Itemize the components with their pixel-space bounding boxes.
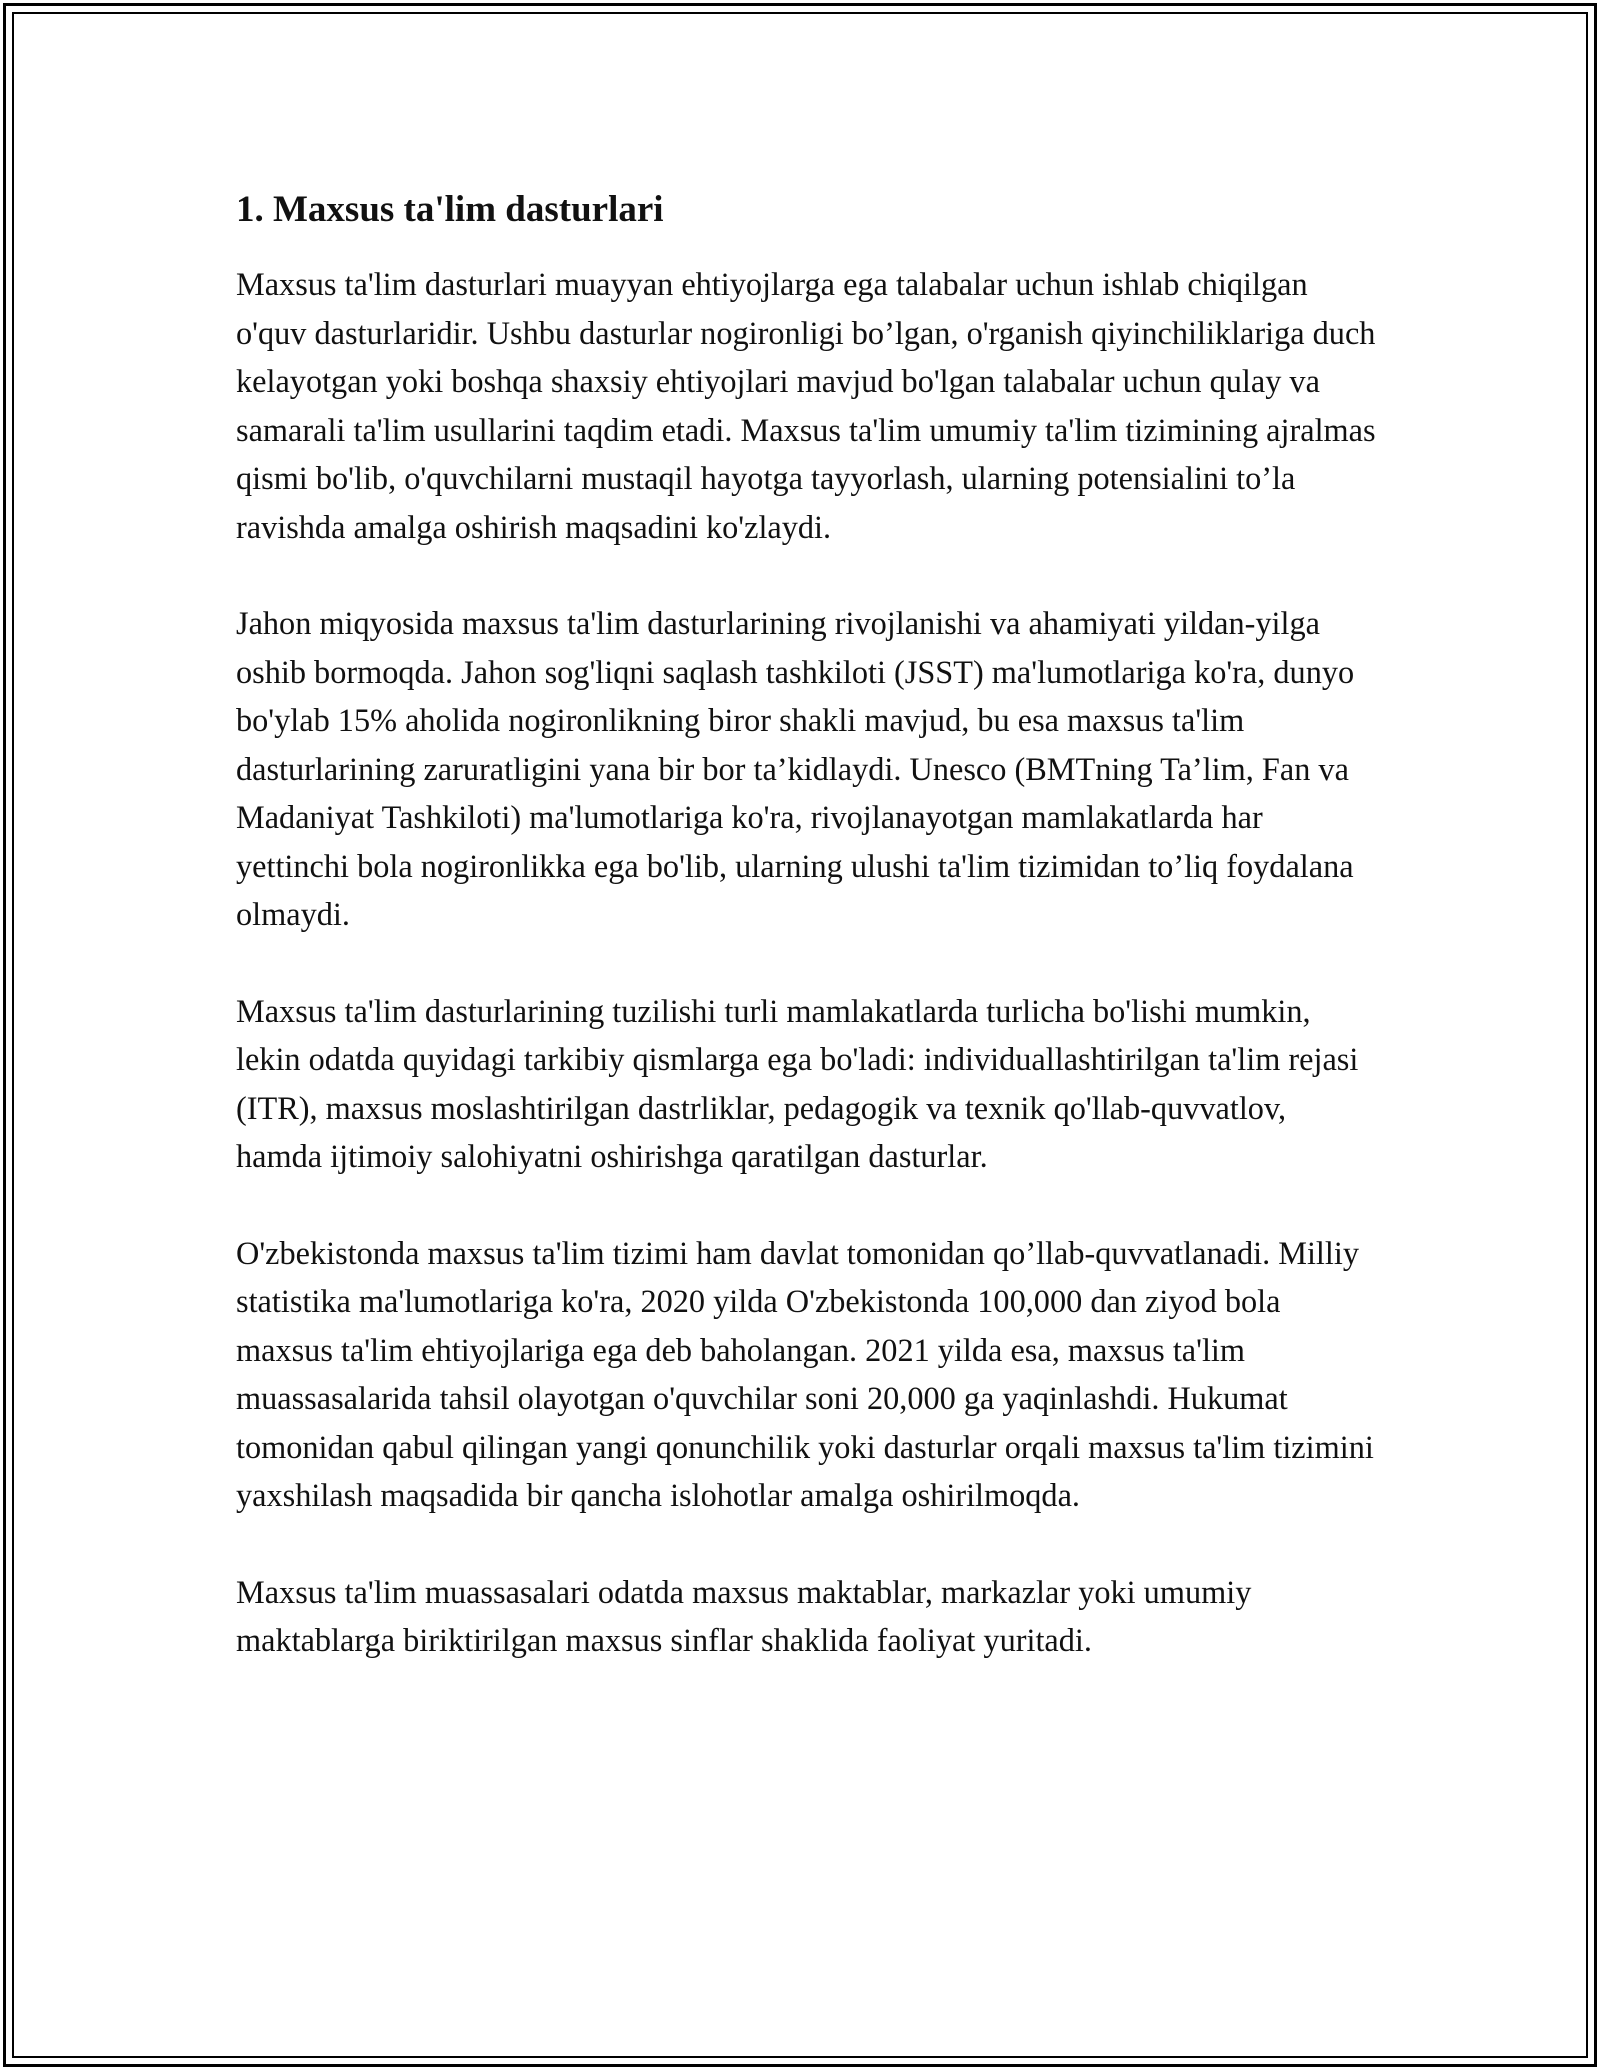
paragraph-structure: Maxsus ta'lim dasturlarining tuzilishi turli mamlakatlarda turlicha bo'lishi mumkin, lekin odatda quyidagi tarkibiy qismlarga ega bo'ladi: individuallashtirilgan ta'lim rejasi (ITR), maxsus moslashtirilgan dastrliklar, pedagogik va texnik qo'llab-quvvatlov, hamda ijtimoiy salohiyatni oshirishga qaratilgan dasturlar. bbox=[236, 992, 1359, 1175]
paragraph-intro: Maxsus ta'lim dasturlari muayyan ehtiyojlarga ega talabalar uchun ishlab chiqilgan o'quv dasturlaridir. Ushbu dasturlar nogironligi bo’lgan, o'rganish qiyinchiliklariga duch kelayotgan yoki boshqa shaxsiy ehtiyojlari mavjud bo'lgan talabalar uchun qulay va samarali ta'lim usullarini taqdim etadi. Maxsus ta'lim umumiy ta'lim tizimining ajralmas qismi bo'lib, o'quvchilarni mustaqil hayotga tayyorlash, ularning potensialini to’la ravishda amalga oshirish maqsadini ko'zlaydi. bbox=[236, 266, 1376, 545]
paragraph-uzbekistan: O'zbekistonda maxsus ta'lim tizimi ham davlat tomonidan qo’llab-quvvatlanadi. Milliy statistika ma'lumotlariga ko'ra, 2020 yilda O'zbekistonda 100,000 dan ziyod bola maxsus ta'lim ehtiyojlariga ega deb baholangan. 2021 yilda esa, maxsus ta'lim muassasalarida tahsil olayotgan o'quvchilar soni 20,000 ga yaqinlashdi. Hukumat tomonidan qabul qilingan yangi qonunchilik yoki dasturlar orqali maxsus ta'lim tizimini yaxshilash maqsadida bir qancha islohotlar amalga oshirilmoqda. bbox=[236, 1234, 1374, 1514]
paragraph-institutions: Maxsus ta'lim muassasalari odatda maxsus maktablar, markazlar yoki umumiy maktablarga biriktirilgan maxsus sinflar shaklida faoliyat yuritadi. bbox=[236, 1573, 1252, 1659]
section-title: 1. Maxsus ta'lim dasturlari bbox=[236, 189, 664, 230]
paragraph-global: Jahon miqyosida maxsus ta'lim dasturlarining rivojlanishi va ahamiyati yildan-yilga oshib bormoqda. Jahon sog'liqni saqlash tashkiloti (JSST) ma'lumotlariga ko'ra, dunyo bo'ylab 15% aholida nogironlikning biror shakli mavjud, bu esa maxsus ta'lim dasturlarining zaruratligini yana bir bor ta’kidlaydi. Unesco (BMTning Ta’lim, Fan va Madaniyat Tashkiloti) ma'lumotlariga ko'ra, rivojlanayotgan mamlakatlarda har yettinchi bola nogironlikka ega bo'lib, ularning ulushi ta'lim tizimidan to’liq foydalana olmaydi. bbox=[236, 605, 1355, 933]
document-body bbox=[236, 186, 1376, 1713]
